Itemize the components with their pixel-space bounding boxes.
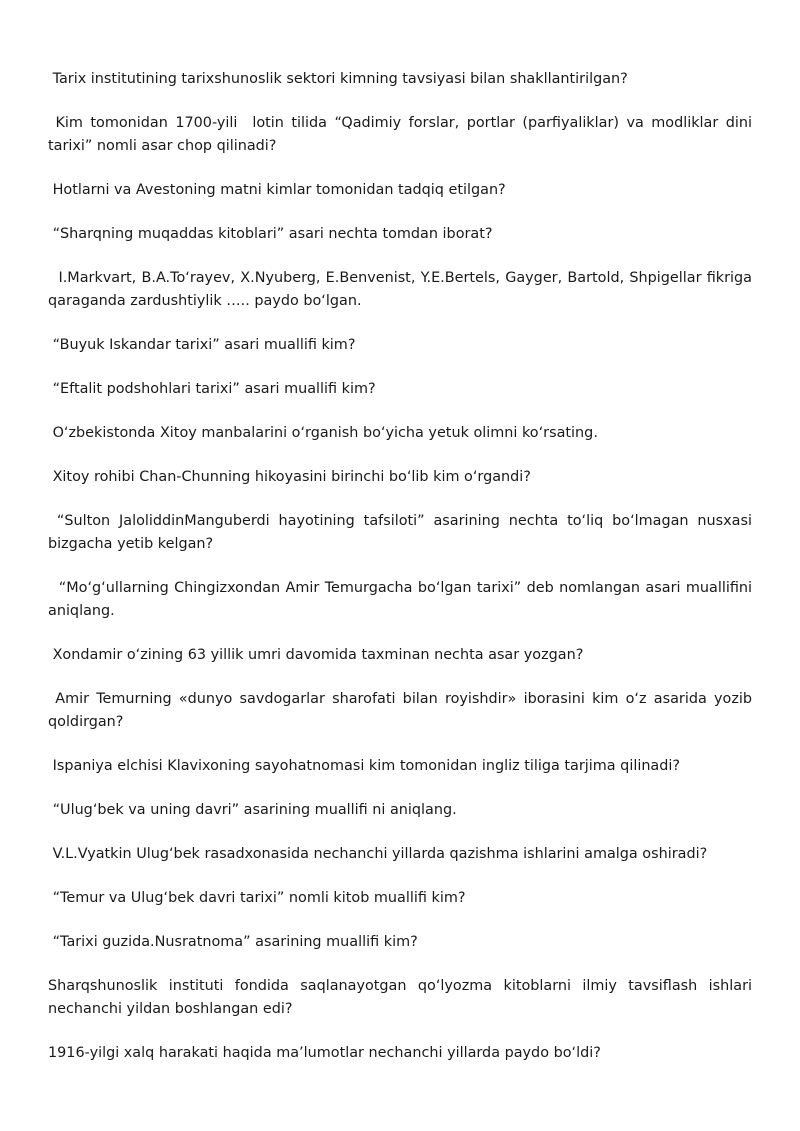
question-paragraph: Kim tomonidan 1700-yili lotin tilida “Qadimiy forslar, portlar (parfiyaliklar) va modliklar dini tarixi” nomli asar chop qilinadi? (48, 115, 757, 154)
question-paragraph: Amir Temurning «dunyo savdogarlar sharofati bilan royishdir» iborasini kim o‘z asarida yozib qoldirgan? (48, 691, 757, 730)
question-paragraph: V.L.Vyatkin Ulug‘bek rasadxonasida nechanchi yillarda qazishma ishlarini amalga oshiradi? (48, 846, 708, 862)
question-paragraph: I.Markvart, B.A.To‘rayev, X.Nyuberg, E.Benvenist, Y.E.Bertels, Gayger, Bartold, Shpigellar fikriga qaraganda zardushtiylik ….. paydo bo‘lgan. (48, 270, 757, 309)
question-paragraph: Ispaniya elchisi Klavixoning sayohatnomasi kim tomonidan ingliz tiliga tarjima qilinadi? (48, 758, 681, 774)
question-paragraph: “Sharqning muqaddas kitoblari” asari nechta tomdan iborat? (48, 226, 493, 242)
question-paragraph: Hotlarni va Avestoning matni kimlar tomonidan tadqiq etilgan? (48, 182, 506, 198)
question-paragraph: Sharqshunoslik instituti fondida saqlanayotgan qo‘lyozma kitoblarni ilmiy tavsiflash ishlari nechanchi yildan boshlangan edi? (48, 978, 757, 1017)
question-paragraph: Xondamir o‘zining 63 yillik umri davomida taxminan nechta asar yozgan? (48, 647, 584, 663)
question-paragraph: “Tarixi guzida.Nusratnoma” asarining muallifi kim? (48, 934, 418, 950)
question-paragraph: “Temur va Ulug‘bek davri tarixi” nomli kitob muallifi kim? (48, 890, 466, 906)
question-paragraph: “Eftalit podshohlari tarixi” asari muallifi kim? (48, 381, 376, 397)
question-paragraph: O‘zbekistonda Xitoy manbalarini o‘rganish bo‘yicha yetuk olimni ko‘rsating. (48, 425, 598, 441)
question-paragraph: “Buyuk Iskandar tarixi” asari muallifi kim? (48, 337, 356, 353)
question-paragraph: Tarix institutining tarixshunoslik sektori kimning tavsiyasi bilan shakllantirilgan? (48, 71, 628, 87)
question-paragraph: “Sulton JaloliddinManguberdi hayotining tafsiloti” asarining nechta to‘liq bo‘lmagan nusxasi bizgacha yetib kelgan? (48, 513, 757, 552)
question-paragraph: Xitoy rohibi Chan-Chunning hikoyasini birinchi bo‘lib kim o‘rgandi? (48, 469, 531, 485)
question-paragraph: 1916-yilgi xalq harakati haqida ma’lumotlar nechanchi yillarda paydo bo‘ldi? (48, 1045, 601, 1061)
question-paragraph: “Ulug‘bek va uning davri” asarining muallifi ni aniqlang. (48, 802, 457, 818)
document-page (48, 68, 757, 1086)
question-paragraph: “Mo‘g‘ullarning Chingizxondan Amir Temurgacha bo‘lgan tarixi” deb nomlangan asari muallifini aniqlang. (48, 580, 757, 619)
